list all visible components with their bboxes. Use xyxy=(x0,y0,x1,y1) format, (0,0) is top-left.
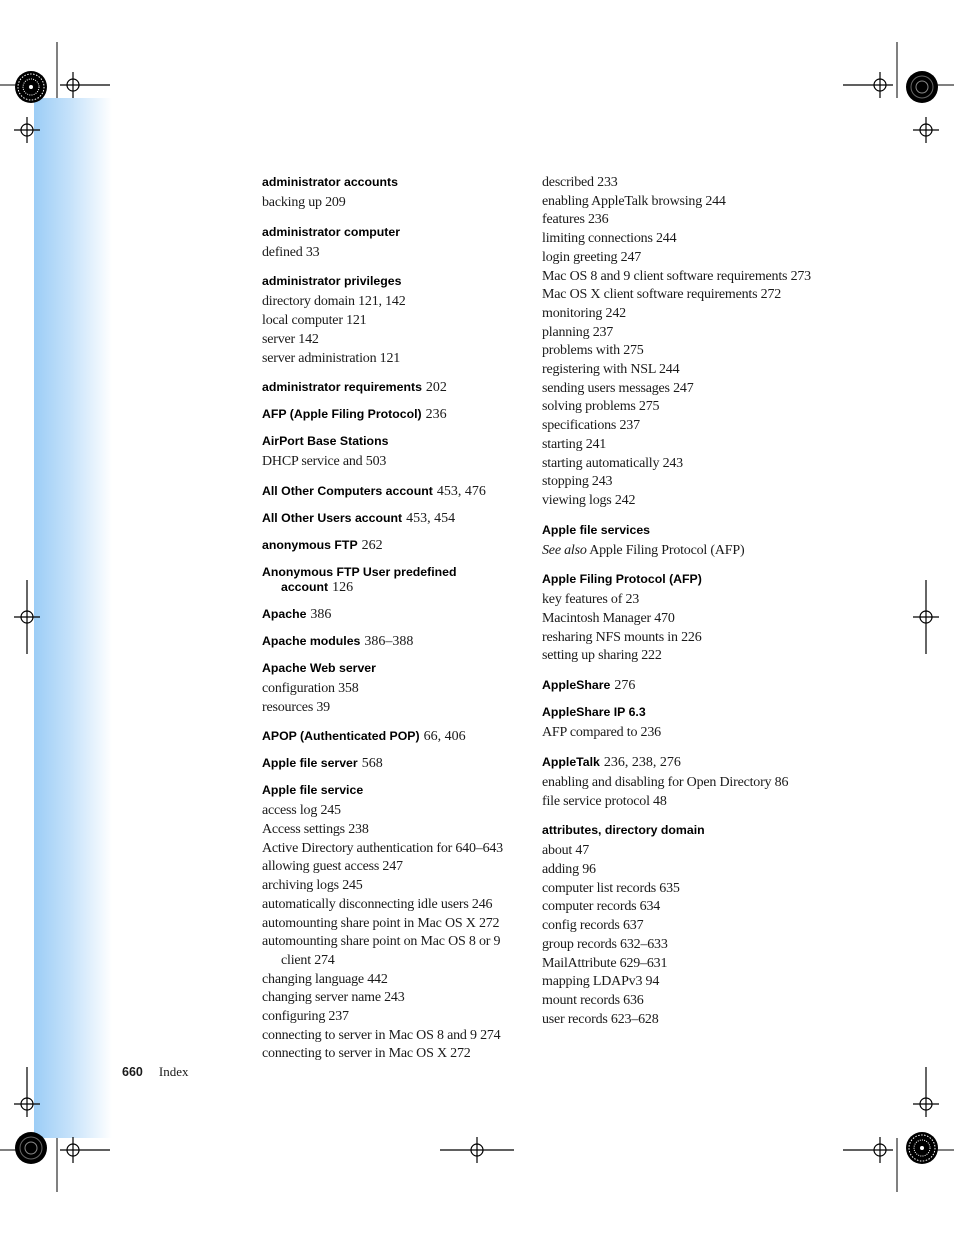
index-entry: automatically disconnecting idle users 246 xyxy=(262,896,493,912)
index-entry: allowing guest access 247 xyxy=(262,859,403,875)
index-entry: DHCP service and 503 xyxy=(262,454,387,470)
index-entry: configuring 237 xyxy=(262,1009,349,1025)
index-entry: mapping LDAPv3 94 xyxy=(542,974,660,990)
index-heading: administrator computer xyxy=(262,224,401,239)
index-entry: automounting share point in Mac OS X 272 xyxy=(262,915,500,931)
index-entry: solving problems 275 xyxy=(542,399,660,415)
index-heading: Apple file server 568 xyxy=(262,756,383,772)
index-entry: problems with 275 xyxy=(542,343,644,359)
index-entry: automounting share point on Mac OS 8 or 9 client 274 xyxy=(262,934,501,968)
index-entry: starting 241 xyxy=(542,436,607,452)
index-entry: user records 623–628 xyxy=(542,1011,659,1027)
index-entry: key features of 23 xyxy=(542,592,640,608)
crosshair-target-icon xyxy=(913,117,939,143)
index-heading: Apple file service xyxy=(262,783,364,798)
index-entry: Active Directory authentication for 640–643 xyxy=(262,840,503,856)
index-entry: specifications 237 xyxy=(542,418,640,434)
index-entry: defined 33 xyxy=(262,244,320,260)
index-heading: administrator accounts xyxy=(262,175,398,189)
index-entry: connecting to server in Mac OS 8 and 9 274 xyxy=(262,1027,501,1043)
index-heading: administrator privileges xyxy=(262,274,402,289)
index-entry: server 142 xyxy=(262,331,319,347)
index-heading: Apache 386 xyxy=(262,606,332,622)
index-entry: file service protocol 48 xyxy=(542,793,667,809)
index-entry: computer list records 635 xyxy=(542,880,680,896)
index-entry: connecting to server in Mac OS X 272 xyxy=(262,1046,471,1062)
index-entry: configuration 358 xyxy=(262,680,359,696)
index-heading: Apache modules 386–388 xyxy=(262,633,414,649)
index-entry: changing language 442 xyxy=(262,971,388,987)
index-heading: AppleShare 276 xyxy=(542,678,636,694)
index-entry: group records 632–633 xyxy=(542,936,668,952)
index-entry: planning 237 xyxy=(542,324,614,340)
see-also-entry: See also Apple Filing Protocol (AFP) xyxy=(542,542,745,558)
index-heading: AirPort Base Stations xyxy=(262,434,389,449)
index-entry: computer records 634 xyxy=(542,899,661,915)
crosshair-target-icon xyxy=(14,580,40,654)
crosshair-target-icon xyxy=(843,1137,893,1163)
page-footer xyxy=(122,1064,188,1080)
index-entry: Mac OS 8 and 9 client software requirements 273 xyxy=(542,268,811,284)
index-entry: config records 637 xyxy=(542,918,644,934)
index-entry: features 236 xyxy=(542,212,609,228)
index-entry: setting up sharing 222 xyxy=(542,648,662,664)
index-entry: limiting connections 244 xyxy=(542,231,677,247)
index-entry: Mac OS X client software requirements 272 xyxy=(542,287,782,303)
index-entry: resharing NFS mounts in 226 xyxy=(542,629,702,645)
index-entry: viewing logs 242 xyxy=(542,492,636,508)
index-heading: AppleTalk 236, 238, 276 xyxy=(542,754,681,770)
starburst-target-icon xyxy=(906,71,938,103)
index-heading: AFP (Apple Filing Protocol) 236 xyxy=(262,407,447,423)
index-column-left xyxy=(262,172,532,1064)
index-entry: mount records 636 xyxy=(542,992,644,1008)
index-entry: starting automatically 243 xyxy=(542,455,683,471)
starburst-target-icon xyxy=(15,1132,47,1164)
index-heading: anonymous FTP 262 xyxy=(262,537,383,553)
index-heading: administrator requirements 202 xyxy=(262,380,447,396)
index-entry: AFP compared to 236 xyxy=(542,725,661,741)
page-number: 660 xyxy=(122,1065,143,1079)
index-entry: MailAttribute 629–631 xyxy=(542,955,668,971)
index-heading: Apple Filing Protocol (AFP) xyxy=(542,572,702,587)
crosshair-target-icon xyxy=(14,117,40,143)
index-entry: directory domain 121, 142 xyxy=(262,294,406,310)
index-entry: adding 96 xyxy=(542,861,596,877)
crosshair-target-icon xyxy=(843,72,893,98)
index-heading: Apple file services xyxy=(542,522,650,537)
index-entry: Access settings 238 xyxy=(262,822,369,838)
index-entry: server administration 121 xyxy=(262,350,401,366)
starburst-target-icon xyxy=(906,1132,938,1164)
index-entry: login greeting 247 xyxy=(542,249,642,265)
index-column-right xyxy=(542,174,812,1029)
index-entry: Macintosh Manager 470 xyxy=(542,611,675,627)
crosshair-target-icon xyxy=(440,1137,514,1163)
index-entry: registering with NSL 244 xyxy=(542,362,680,378)
index-entry: backing up 209 xyxy=(262,195,346,210)
crosshair-target-icon xyxy=(60,1137,110,1163)
index-entry: archiving logs 245 xyxy=(262,878,363,894)
index-entry: sending users messages 247 xyxy=(542,380,694,396)
index-heading: APOP (Authenticated POP) 66, 406 xyxy=(262,729,466,745)
index-heading: All Other Users account 453, 454 xyxy=(262,510,456,526)
index-entry: described 233 xyxy=(542,175,618,190)
index-entry: local computer 121 xyxy=(262,313,367,329)
crosshair-target-icon xyxy=(14,1067,40,1117)
starburst-target-icon xyxy=(15,71,47,103)
index-entry: access log 245 xyxy=(262,803,341,819)
index-entry: monitoring 242 xyxy=(542,305,626,321)
index-heading: Anonymous FTP User predefined account 126 xyxy=(262,564,457,595)
index-entry: changing server name 243 xyxy=(262,990,405,1006)
crosshair-target-icon xyxy=(913,1067,939,1117)
index-entry: enabling and disabling for Open Directory 86 xyxy=(542,774,789,790)
index-entry: about 47 xyxy=(542,843,590,859)
index-entry: enabling AppleTalk browsing 244 xyxy=(542,193,726,209)
crosshair-target-icon xyxy=(60,72,110,98)
index-heading: All Other Computers account 453, 476 xyxy=(262,483,486,499)
crosshair-target-icon xyxy=(913,580,939,654)
section-name: Index xyxy=(158,1064,189,1079)
index-heading: AppleShare IP 6.3 xyxy=(542,705,646,720)
index-entry: stopping 243 xyxy=(542,474,613,490)
index-heading: Apache Web server xyxy=(262,660,376,675)
index-heading: attributes, directory domain xyxy=(542,823,705,838)
index-entry: resources 39 xyxy=(262,699,330,715)
